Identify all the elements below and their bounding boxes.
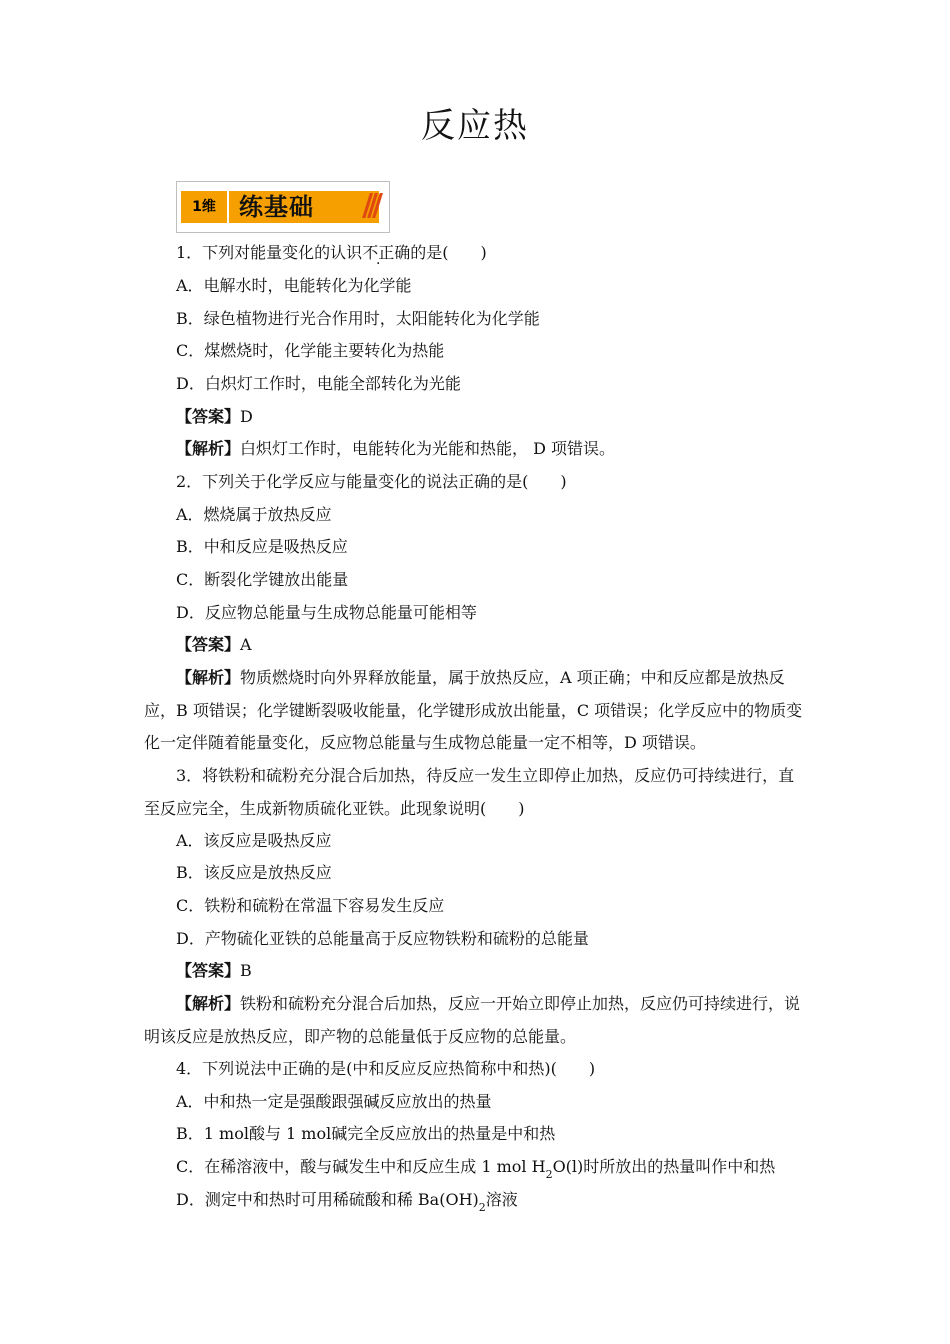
q2-analysis: 【解析】物质燃烧时向外界释放能量，属于放热反应，A 项正确；中和反应都是放热反应，B 项错误；化学键断裂吸收能量，化学键形成放出能量，C 项错误；化学反应中的物质变化一定伴随着能量变化，反应物总能量与生成物总能量一定不相等，D 项错误。 (144, 668, 803, 753)
q2-answer: 【答案】A (176, 635, 252, 654)
q2-option-d: D．反应物总能量与生成物总能量可能相等 (176, 603, 477, 622)
q4-option-a: A．中和热一定是强酸跟强碱反应放出的热量 (176, 1092, 492, 1111)
q4-option-c: C．在稀溶液中，酸与碱发生中和反应生成 1 mol $H_2O(l)$时所放出的热量叫作中和热 (176, 1157, 776, 1181)
q1-stem: 1．下列对能量变化的认识不正确的是( ) (176, 243, 487, 262)
badge-level: 1维 (181, 191, 227, 223)
q3-answer: 【答案】B (176, 961, 252, 980)
q3-option-a: A．该反应是吸热反应 (176, 831, 332, 850)
slash-decoration-icon: /// (362, 188, 377, 223)
badge-label: 练基础 (239, 193, 314, 221)
q3-stem: 3．将铁粉和硫粉充分混合后加热，待反应一发生立即停止加热，反应仍可持续进行，直至反应完全，生成新物质硫化亚铁。此现象说明( ) (144, 766, 795, 818)
q3-option-b: B．该反应是放热反应 (176, 863, 332, 882)
q2-option-b: B．中和反应是吸热反应 (176, 537, 348, 556)
q4-stem: 4．下列说法中正确的是(中和反应反应热简称中和热)( ) (176, 1059, 596, 1078)
q4-option-d: D．测定中和热时可用稀硫酸和稀 $Ba(OH)_2$溶液 (176, 1190, 518, 1214)
q3-option-d: D．产物硫化亚铁的总能量高于反应物铁粉和硫粉的总能量 (176, 929, 589, 948)
section-badge (176, 181, 390, 233)
q2-stem: 2．下列关于化学反应与能量变化的说法正确的是( ) (176, 472, 567, 491)
page-title: 反应热 (421, 106, 529, 146)
q3-analysis: 【解析】铁粉和硫粉充分混合后加热，反应一开始立即停止加热，反应仍可持续进行，说明该反应是放热反应，即产物的总能量低于反应物的总能量。 (144, 994, 801, 1046)
emphasis-dots: 不正 (362, 243, 395, 262)
badge-label-bg (229, 188, 379, 223)
q2-option-c: C．断裂化学键放出能量 (176, 570, 349, 589)
q1-option-a: A．电解水时，电能转化为化学能 (176, 276, 412, 295)
q3-option-c: C．铁粉和硫粉在常温下容易发生反应 (176, 896, 445, 915)
q1-analysis: 【解析】白炽灯工作时，电能转化为光能和热能， D 项错误。 (176, 439, 616, 458)
q1-option-b: B．绿色植物进行光合作用时，太阳能转化为化学能 (176, 309, 540, 328)
q1-option-c: C．煤燃烧时，化学能主要转化为热能 (176, 341, 445, 360)
q1-answer: 【答案】D (176, 407, 253, 426)
q4-option-b: B．1 mol酸与 1 mol碱完全反应放出的热量是中和热 (176, 1124, 556, 1143)
q1-option-d: D．白炽灯工作时，电能全部转化为光能 (176, 374, 461, 393)
q2-option-a: A．燃烧属于放热反应 (176, 505, 332, 524)
